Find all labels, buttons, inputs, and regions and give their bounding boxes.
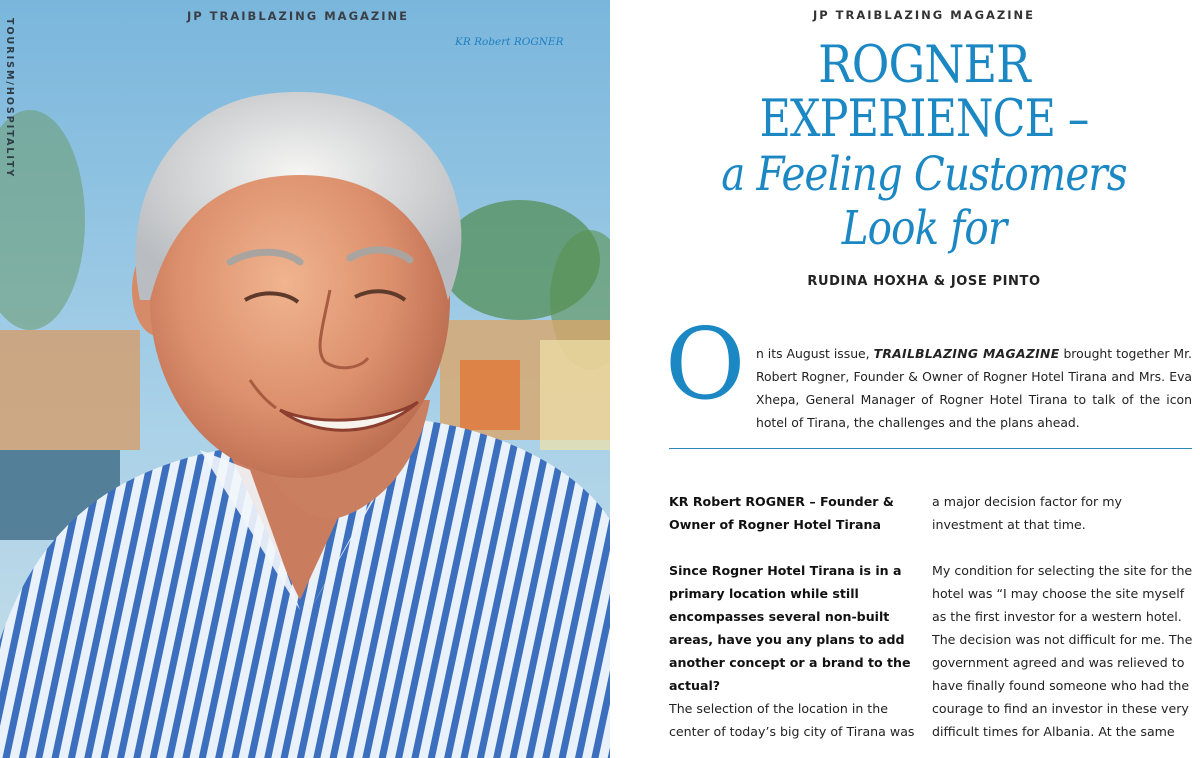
interview-answer: The selection of the location in the center of today’s big city of Tirana was (669, 701, 915, 739)
answer-paragraph-1: a major decision factor for my investment at that time. (932, 494, 1122, 532)
interviewee-heading: KR Robert ROGNER – Founder & Owner of Rogner Hotel Tirana (669, 494, 894, 532)
article-column-left (669, 490, 917, 743)
section-divider (669, 448, 1192, 449)
intro-text-end: brought together Mr. Robert Rogner, Founder & Owner of Rogner Hotel Tirana and Mrs. Eva Xhepa, General Manager of Rogner Hotel Tirana to talk of the icon hotel of Tirana, the challenges and the plans ahead. (756, 346, 1192, 430)
intro-text-start: n its August issue, (756, 346, 874, 361)
drop-cap: O (665, 308, 746, 422)
headline-line-2: EXPERIENCE – (759, 90, 1089, 149)
section-tag: TOURISM/HOSPITALITY (4, 18, 15, 179)
byline: RUDINA HOXHA & JOSE PINTO (807, 274, 1041, 289)
article-column-right (932, 490, 1197, 743)
intro-paragraph (756, 342, 1192, 434)
magazine-header: JP TRAIBLAZING MAGAZINE (812, 8, 1036, 22)
headline-line-1: ROGNER (818, 36, 1030, 95)
headline-line-3: a Feeling Customers (721, 147, 1127, 202)
headline-line-4: Look for (841, 201, 1007, 256)
answer-paragraph-2: My condition for selecting the site for the hotel was “I may choose the site myself as the first investor for a western hotel. The decision was not difficult for me. The government agreed and was relieved to have finally found someone who had the courage to find an investor in these very difficult times for Albania. At the same (932, 563, 1193, 739)
article-page (610, 0, 1200, 758)
magazine-name: TRAILBLAZING MAGAZINE (873, 346, 1060, 361)
interview-question: Since Rogner Hotel Tirana is in a primary location while still encompasses several non-built areas, have you any plans to add another concept or a brand to the actual? (669, 563, 911, 693)
photo-page-header: JP TRAIBLAZING MAGAZINE (186, 9, 410, 23)
photo-caption: KR Robert ROGNER (455, 36, 564, 48)
